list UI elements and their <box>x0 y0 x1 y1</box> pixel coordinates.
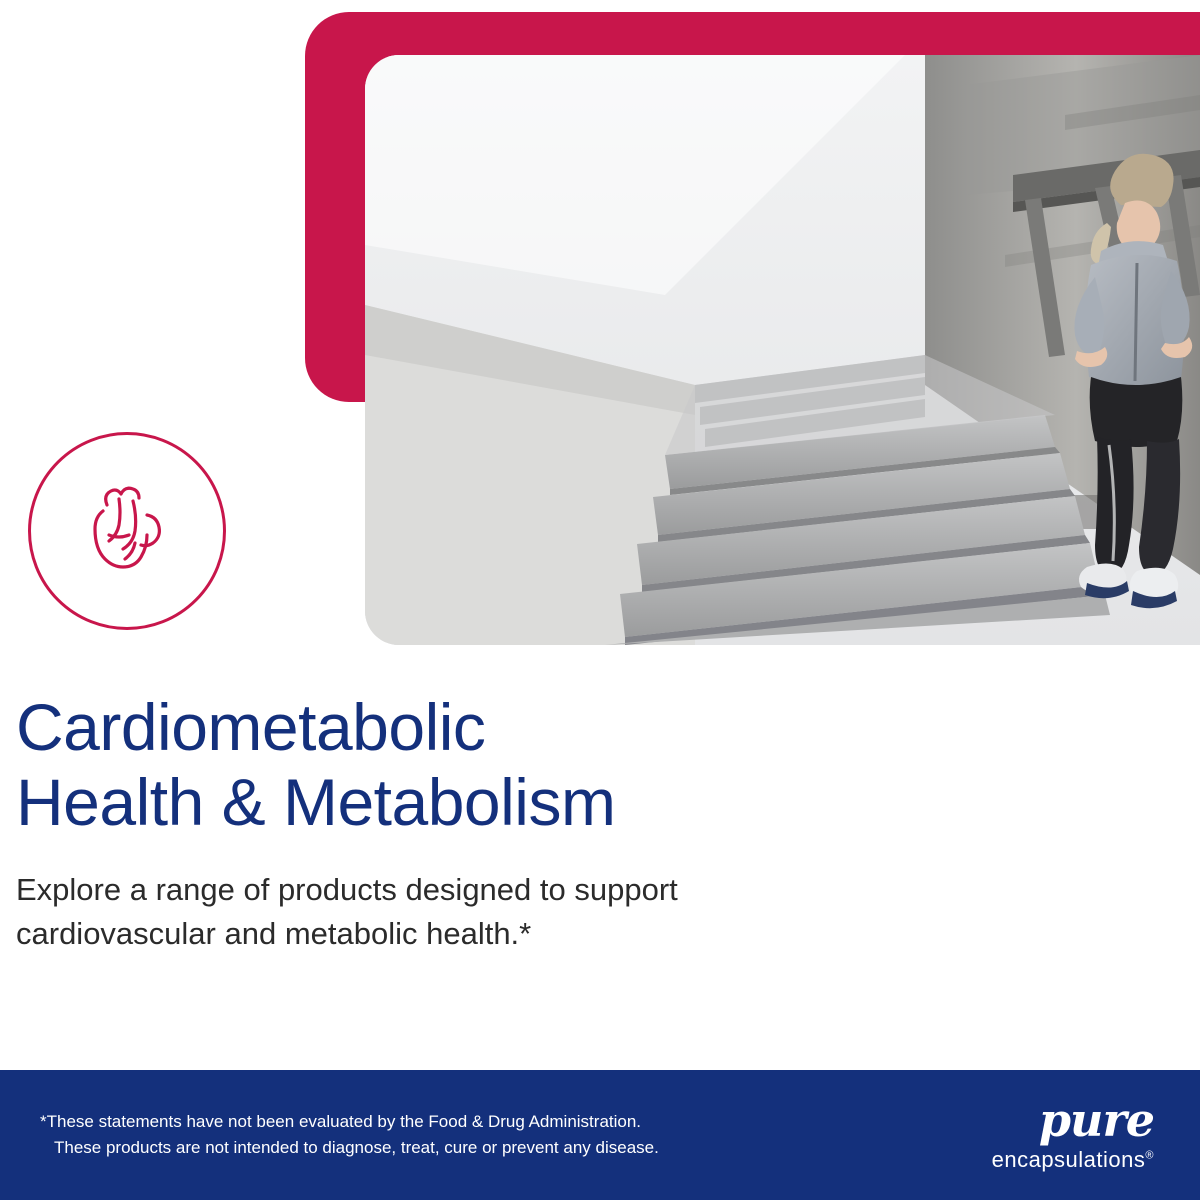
headline-line-1: Cardiometabolic <box>16 690 486 764</box>
subhead-line-2: cardiovascular and metabolic health.* <box>16 916 532 952</box>
logo-subtext <box>992 1147 1154 1173</box>
disclaimer-text <box>0 1109 659 1162</box>
copy-block <box>0 690 1200 957</box>
brand-logo <box>991 1093 1200 1173</box>
footer-bar <box>0 1070 1200 1200</box>
hero-photo <box>365 55 1200 645</box>
registered-trademark-icon: ® <box>1145 1149 1154 1162</box>
heart-icon <box>73 475 181 588</box>
page-subtitle <box>0 868 1200 956</box>
logo-subtext-label: encapsulations <box>991 1147 1146 1172</box>
heart-badge <box>28 432 226 630</box>
page-title <box>0 690 1200 840</box>
disclaimer-line-2: These products are not intended to diagnose, treat, cure or prevent any disease. <box>54 1138 659 1157</box>
logo-wordmark: pure <box>1038 1093 1154 1147</box>
disclaimer-line-1: *These statements have not been evaluated by the Food & Drug Administration. <box>40 1111 642 1131</box>
subhead-line-1: Explore a range of products designed to support <box>16 872 678 908</box>
headline-line-2: Health & Metabolism <box>16 765 616 840</box>
